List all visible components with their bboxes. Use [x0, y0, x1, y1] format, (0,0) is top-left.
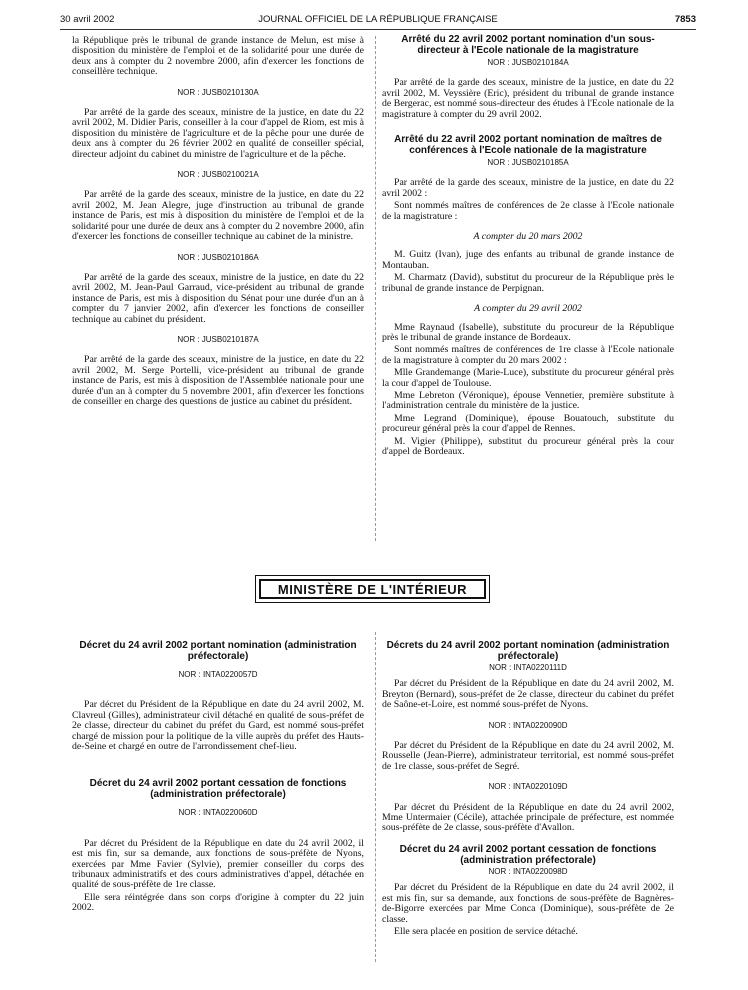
section-title: Décret du 24 avril 2002 portant cessation de fonctions (administration préfectorale): [399, 843, 657, 866]
nor-reference: NOR : INTA0220098D: [488, 866, 568, 876]
date-subheading: A compter du 29 avril 2002: [474, 303, 582, 315]
paragraph: Mme Lebreton (Véronique), épouse Vennetier, première substitute à l'administration centrale du ministère de la justice.: [382, 389, 674, 412]
ministry-heading: MINISTÈRE DE L'INTÉRIEUR: [259, 579, 486, 599]
paragraph: M. Guitz (Ivan), juge des enfants au tribunal de grande instance de Montauban.: [382, 249, 674, 271]
column-divider-bottom: [375, 632, 376, 962]
paragraph: Par décret du Président de la République en date du 24 avril 2002, il est mis fin, sur sa demande, aux fonctions de sous-préfète de Bagnères-de-Bigorre exercées par Mme Conca (Dominique), sous-préfète de 2e classe.: [382, 882, 674, 925]
paragraph: Par décret du Président de la République en date du 24 avril 2002, M. Clavreul (Gilles), administrateur civil détaché en qualité de sous-préfet de 2e classe, directeur du cabinet du préfet du Gard, est nommé sous-préfet chargé de mission pour la politique de la ville auprès du préfet des Hauts-de-Seine et chargé en outre de l'arrondissement chef-lieu.: [72, 699, 364, 753]
nor-reference: NOR : INTA0220090D: [488, 720, 568, 730]
paragraph: Par arrêté de la garde des sceaux, ministre de la justice, en date du 22 avril 2002, M. Veyssière (Eric), président du tribunal de grande instance de Bergerac, est nommé sous-directeur des études à l'Ecole nationale de la magistrature à compter du 29 avril 2002.: [382, 77, 674, 120]
bottom-left-column: [72, 640, 364, 916]
paragraph: Sont nommés maîtres de conférences de 1re classe à l'Ecole nationale de la magistrature à compter du 20 mars 2002 :: [382, 344, 674, 366]
nor-reference: NOR : JUSB0210186A: [177, 252, 259, 262]
paragraph: Mlle Grandemange (Marie-Luce), substitute du procureur général près la cour d'appel de Toulouse.: [382, 367, 674, 389]
section-title: Arrêté du 22 avril 2002 portant nomination de maîtres de conférences à l'Ecole nationale de la magistrature: [394, 134, 662, 157]
nor-reference: NOR : JUSB0210185A: [487, 158, 569, 168]
paragraph: Par arrêté de la garde des sceaux, ministre de la justice, en date du 22 avril 2002, M. Jean Alegre, juge d'instruction au tribunal de grande instance de Paris, est mis à disposition du ministère de l'emploi et de la solidarité pour une durée de deux ans à compter du 2 novembre 2000, afin d'exercer les fonctions de conseiller technique au cabinet de la ministre.: [72, 189, 364, 243]
top-left-column: [72, 36, 364, 409]
paragraph: Elle sera réintégrée dans son corps d'origine à compter du 22 juin 2002.: [72, 891, 364, 914]
paragraph: Sont nommés maîtres de conférences de 2e classe à l'Ecole nationale de la magistrature :: [382, 200, 674, 222]
paragraph: Par décret du Président de la République en date du 24 avril 2002, M. Rousselle (Jean-Pierre), administrateur territorial, est nommé sous-préfet de 1re classe, sous-préfet de Segré.: [382, 740, 674, 772]
paragraph: M. Charmatz (David), substitut du procureur de la République près le tribunal de grande instance de Perpignan.: [382, 272, 674, 294]
paragraph: Par décret du Président de la République en date du 24 avril 2002, Mme Untermaier (Cécile), attachée principale de préfecture, est nommée sous-préfète de 2e classe, sous-préfète d'Avallon.: [382, 801, 674, 834]
page-header: [60, 14, 696, 28]
paragraph: Par arrêté de la garde des sceaux, ministre de la justice, en date du 22 avril 2002, M. Didier Paris, conseiller à la cour d'appel de Riom, est mis à disposition du ministère de l'agriculture et de la pêche pour une durée de deux ans à compter du 26 février 2002 en qualité de conseiller spécial, directeur adjoint du cabinet du ministre de l'agriculture et de la pêche.: [72, 107, 364, 160]
date-subheading: A compter du 20 mars 2002: [473, 231, 583, 243]
section-title: Décrets du 24 avril 2002 portant nomination (administration préfectorale): [386, 640, 670, 662]
section-title: Décret du 24 avril 2002 portant cessation de fonctions (administration préfectorale): [89, 778, 347, 801]
column-divider-top: [375, 36, 376, 541]
paragraph: M. Vigier (Philippe), substitut du procureur général près la cour d'appel de Bordeaux.: [382, 435, 674, 457]
section-title: Arrêté du 22 avril 2002 portant nomination d'un sous-directeur à l'Ecole nationale de la magistrature: [401, 34, 655, 56]
paragraph: Par décret du Président de la République en date du 24 avril 2002, il est mis fin, sur sa demande, aux fonctions de sous-préfète de Nyons, exercées par Mme Favier (Sylvie), premier conseiller du corps des tribunaux administratifs et des cours administratives d'appel, détachée en qualité de sous-préfète de 1re classe.: [72, 837, 364, 891]
top-right-column: [382, 34, 674, 459]
paragraph: Par décret du Président de la République en date du 24 avril 2002, M. Breyton (Bernard), sous-préfet de 2e classe, directeur du cabinet du préfet de Saône-et-Loire, est nommé sous-préfet de Nyons.: [382, 678, 674, 711]
nor-reference: NOR : JUSB0210021A: [177, 170, 259, 180]
paragraph: Par arrêté de la garde des sceaux, ministre de la justice, en date du 22 avril 2002, M. Jean-Paul Garraud, vice-président au tribunal de grande instance de Paris, est mis à disposition du Sénat pour une durée d'un an à compter du 7 janvier 2002, afin d'exercer les fonctions de conseiller technique au cabinet du président.: [72, 271, 364, 325]
page-number: 7853: [674, 14, 696, 25]
nor-reference: NOR : INTA0220057D: [178, 670, 258, 679]
paragraph: la République près le tribunal de grande instance de Melun, est mise à disposition du ministère de l'emploi et de la solidarité pour une durée de deux ans à compter du 2 novembre 2000, afin d'exercer les fonctions de conseillère technique.: [72, 35, 364, 78]
nor-reference: NOR : JUSB0210130A: [177, 87, 259, 97]
nor-reference: NOR : JUSB0210184A: [487, 58, 569, 67]
section-title: Décret du 24 avril 2002 portant nomination (administration préfectorale): [79, 640, 357, 662]
header-title: JOURNAL OFFICIEL DE LA RÉPUBLIQUE FRANÇAISE: [258, 14, 498, 25]
paragraph: Mme Raynaud (Isabelle), substitute du procureur de la République près le tribunal de grande instance de Bordeaux.: [382, 321, 674, 343]
ministry-heading-box: [255, 575, 490, 603]
nor-reference: NOR : JUSB0210187A: [177, 334, 259, 344]
paragraph: Mme Legrand (Dominique), épouse Bouatouch, substitute du procureur général près la cour d'appel de Rennes.: [382, 412, 674, 435]
header-date: 30 avril 2002: [60, 14, 115, 25]
paragraph: Par arrêté de la garde des sceaux, ministre de la justice, en date du 22 avril 2002 :: [382, 177, 674, 199]
nor-reference: NOR : INTA0220109D: [488, 782, 568, 792]
nor-reference: NOR : INTA0220060D: [178, 808, 258, 818]
paragraph: Elle sera placée en position de service détaché.: [394, 925, 578, 937]
bottom-right-column: [382, 640, 674, 939]
header-rule: [60, 29, 696, 30]
paragraph: Par arrêté de la garde des sceaux, ministre de la justice, en date du 22 avril 2002, M. Serge Portelli, vice-président au tribunal de grande instance de Paris, est mis à disposition de l'Assemblée nationale pour une durée d'un an à compter du 5 novembre 2001, afin d'exercer les fonctions de conseiller en charge des questions de justice au cabinet du président.: [72, 354, 364, 407]
nor-reference: NOR : INTA0220111D: [489, 663, 567, 672]
